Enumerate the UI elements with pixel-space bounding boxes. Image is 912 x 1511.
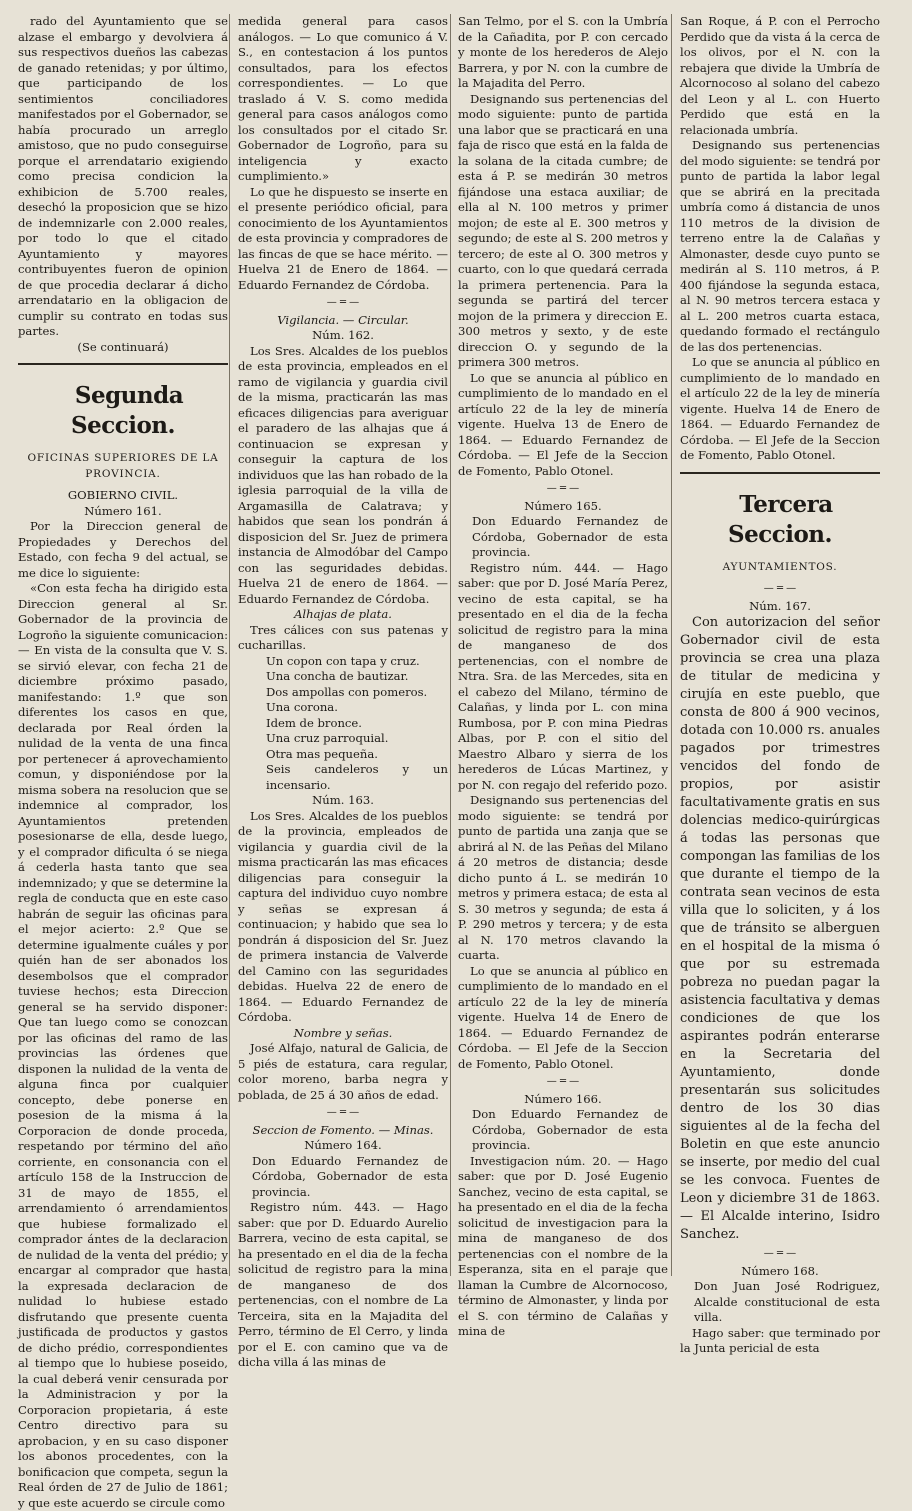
subheading: AYUNTAMIENTOS.: [722, 560, 838, 573]
heading: Número 164.: [304, 1138, 382, 1152]
heading: Núm. 167.: [749, 598, 811, 613]
separator: — ═ —: [546, 1076, 580, 1087]
heading: Número 166.: [524, 1091, 602, 1106]
separator: — ═ —: [326, 297, 360, 308]
issuer-line: Don Eduardo Fernandez de Córdoba, Gobernador de esta provincia.: [252, 1153, 448, 1199]
separator: — ═ —: [763, 1248, 797, 1259]
section-rule: [680, 472, 880, 474]
paragraph: Tres cálices con sus patenas y cucharillas.: [238, 622, 448, 652]
paragraph: Lo que se anuncia al público en cumplimiento de lo mandado en el artículo 22 de la ley de minería vigente. Huelva 13 de Enero de 1864. — Eduardo Fernandez de Córdoba. — El Jefe de la Seccion de Fomento, Pablo Otonel.: [458, 370, 668, 478]
heading: Número 161.: [84, 503, 162, 518]
paragraph: Los Sres. Alcaldes de los pueblos de la provincia, empleados de vigilancia y guardia civil de la misma practicarán las mas eficaces diligencias para conseguir la captura del individuo cuyo nombre y señas se expresan á continuacion; y habido que sea lo pondrán á disposicion del Sr. Juez de primera instancia de Valverde del Camino con las seguridades debidas. Huelva 22 de enero de 1864. — Eduardo Fernandez de Córdoba.: [238, 808, 448, 1024]
paragraph: «Con esta fecha ha dirigido esta Direccion general al Sr. Gobernador de la provincia de Logroño la siguiente comunicacion: — En vista de la consulta que V. S. se sirvió elevar, con fecha 21 de diciembre próximo pasado, manifestando: 1.º que son diferentes los casos en que, declarada por Real órden la nulidad de la venta de una finca por pertenecer á aprovechamiento comun, y disponiéndose por la misma sobera na resolucion que se indemnice al comprador, los Ayuntamientos pretenden posesionarse de ella, desde luego, y el comprador dificulta ó se niega á cederla hasta tanto que sea indemnizado; y que se determine la regla de conducta que en este caso habrán de seguir las oficinas para el mejor acierto: 2.º Que se determine igualmente cuáles y por quién han de ser abonados los desembolsos que el comprador tuviese hechos; esta Direccion general se ha servido disponer: Que tan luego como se conozcan por las oficinas del ramo de las provincias las órdenes que disponen la nulidad de la venta de alguna finca por cualquier concepto, debe ponerse en posesion de la misma á la Corporacion de donde proceda, respetando por término del año corriente, en consonancia con el artículo 158 de la Instruccion de 31 de mayo de 1855, el arrendamiento ó arrendamientos que hubiese formalizado el comprador ántes de la declaracion de nulidad de la venta del prédio; y encargar al comprador que hasta la expresada declaracion de nulidad lo hubiese estado disfrutando que presente cuenta justificada de productos y gastos de dicho prédio, correspondientes al tiempo que lo hubiese poseido, la cual deberá venir censurada por la Administracion y por la Corporacion propietaria, á este Centro directivo para su aprobacion, y en su caso disponer los abonos procedentes, con la bonificacion que competa, segun la Real órden de 27 de Julio de 1861; y que este acuerdo se circule como: [18, 581, 228, 1510]
heading: (Se continuará): [77, 339, 169, 354]
paragraph: San Roque, á P. con el Perrocho Perdido que da vista á la cerca de los olivos, por el N. con la rebajera que divide la Umbría de Alcornocoso al solano del cabezo del Leon y al L. con Huerto Perdido que está en la relacionada umbría.: [680, 14, 880, 137]
column-4: [680, 14, 880, 1355]
column-1: [18, 14, 228, 1510]
paragraph: Lo que se anuncia al público en cumplimiento de lo mandado en el artículo 22 de la ley de minería vigente. Huelva 14 de Enero de 1864. — Eduardo Fernandez de Córdoba. — El Jefe de la Seccion de Fomento, Pablo Otonel.: [458, 963, 668, 1071]
heading: Alhajas de plata.: [294, 607, 392, 621]
separator: — ═ —: [326, 1107, 360, 1118]
paragraph: Por la Direccion general de Propiedades y Derechos del Estado, con fecha 9 del actual, se me dice lo siguiente:: [18, 519, 228, 580]
separator: — ═ —: [763, 583, 797, 594]
heading: Nombre y señas.: [293, 1025, 393, 1040]
heading: Núm. 162.: [312, 328, 374, 342]
heading: Número 168.: [741, 1263, 819, 1278]
paragraph: Designando sus pertenencias del modo siguiente: punto de partida una labor que se practicará en una faja de risco que está en la falda de la solana de la citada cumbre; de esta á P. se medirán 30 metros fijándose una estaca auxiliar; de ella al N. 100 metros y primer mojon; de este al E. 300 metros y segundo; de este al S. 200 metros y tercero; de este al O. 300 metros y cuarto, con lo que quedará cerrada la primera pertenencia. Para la segunda se partirá del tercer mojon de la primera y direccion E. 300 metros y sexto, y de este direccion O. y segundo de la primera 300 metros.: [458, 91, 668, 369]
list-item: Idem de bronce.: [266, 715, 362, 730]
section-rule: [18, 363, 228, 365]
paragraph: Designando sus pertenencias del modo siguiente: se tendrá por punto de partida una zanja que se abrirá al N. de las Peñas del Milano á 20 metros de distancia; desde dicho punto á L. se medirán 10 metros y primera estaca; de esta al S. 30 metros y segunda; de esta á P. 290 metros y tercera; y de esta al N. 170 metros clavando la cuarta.: [458, 793, 668, 962]
column-divider: [229, 14, 230, 1276]
paragraph: Lo que he dispuesto se inserte en el presente periódico oficial, para conocimiento de los Ayuntamientos de esta provincia y compradores de las fincas de que se hace mérito. — Huelva 21 de Enero de 1864. — Eduardo Fernandez de Córdoba.: [238, 184, 448, 292]
list-item: Una corona.: [266, 700, 338, 714]
list-item: Un copon con tapa y cruz.: [266, 653, 420, 668]
paragraph: rado del Ayuntamiento que se alzase el embargo y devolviera á sus respectivos dueños las cabezas de ganado retenidas; y por último, que participando de los sentimientos conciliadores manifestados por el Gobernador, se había procurado un arreglo amistoso, que no pudo conseguirse porque el arrendatario exigiendo como precisa condicion la exhibicion de 5.700 reales, desechó la proposicion que se hizo de indemnizarle con 2.000 reales, por todo lo que el citado Ayuntamiento y mayores contribuyentes fueron de opinion de que procedia declarar á dicho arrendatario en la obligacion de cumplir su contrato en todas sus partes.: [18, 14, 228, 338]
paragraph: Con autorizacion del señor Gobernador civil de esta provincia se crea una plaza de titular de medicina y cirujía en este pueblo, que consta de 800 á 900 vecinos, dotada con 10.000 rs. anuales pagados por trimestres vencidos del fondo de propios, por asistir facultativamente gratis en sus dolencias medico-quirúrgicas á todas las personas que compongan las familias de los que durante el tiempo de la contrata sean vecinos de esta villa que lo soliciten, y á los que de tránsito se alberguen en el hospital de la misma ó que por su estremada pobreza no puedan pagar la asistencia facultativa y demas condiciones de que los aspirantes podrán enterarse en la Secretaria del Ayuntamiento, donde presentarán sus solicitudes dentro de los 30 dias siguientes al de la fecha del Boletin en que este anuncio se inserte, por medio del cual se les convoca. Fuentes de Leon y diciembre 31 de 1863. — El Alcalde interino, Isidro Sanchez.: [680, 615, 880, 1242]
paragraph: Registro núm. 444. — Hago saber: que por D. José María Perez, vecino de esta capital, se ha presentado en el dia de la fecha solicitud de registro para la mina de manganeso de dos pertenencias, con el nombre de Ntra. Sra. de las Mercedes, sita en el cabezo del Milano, término de Calañas, y linda por L. con mina Rumbosa, por P. con mina Piedras Albas, por P. con el sitio del Maestro Albaro y sierra de los herederos de Lúcas Martinez, y por N. con regajo del referido pozo.: [458, 560, 668, 792]
subheading: OFICINAS SUPERIORES DE LA PROVINCIA.: [27, 452, 219, 480]
column-2: [238, 14, 448, 1369]
issuer-line: Don Eduardo Fernandez de Córdoba, Gobernador de esta provincia.: [472, 514, 668, 559]
list-item: Una concha de bautizar.: [266, 669, 409, 683]
separator: — ═ —: [546, 483, 580, 494]
issuer-line: Don Eduardo Fernandez de Córdoba, Gobernador de esta provincia.: [472, 1107, 668, 1152]
paragraph: Investigacion núm. 20. — Hago saber: que por D. José Eugenio Sanchez, vecino de esta capital, se ha presentado en el dia de la fecha solicitud de investigacion para la mina de manganeso de dos pertenencias con el nombre de la Esperanza, sita en el paraje que llaman la Cumbre de Alcornocoso, término de Almonaster, y linda por el S. con término de Calañas y mina de: [458, 1153, 668, 1338]
paragraph: José Alfajo, natural de Galicia, de 5 piés de estatura, cara regular, color moreno, barba negra y poblada, de 25 á 30 años de edad.: [238, 1041, 448, 1102]
paragraph: Registro núm. 443. — Hago saber: que por D. Eduardo Aurelio Barrera, vecino de esta capital, se ha presentado en el dia de la fecha solicitud de registro para la mina de manganeso de dos pertenencias, con el nombre de La Terceira, sita en la Majadita del Perro, término de El Cerro, y linda por el E. con camino que va de dicha villa á las minas de: [238, 1200, 448, 1369]
paragraph: Los Sres. Alcaldes de los pueblos de esta provincia, empleados en el ramo de vigilancia y guardia civil de la misma, practicarán las mas eficaces diligencias para averiguar el paradero de las alhajas que á continuacion se expresan y conseguir la captura de los individuos que las han robado de la iglesia parroquial de la villa de Argamasilla de Calatrava; y habidos que sean los pondrán á disposicion del Sr. Juez de primera instancia de Almodóbar del Campo con las seguridades debidas. Huelva 21 de enero de 1864. — Eduardo Fernandez de Córdoba.: [238, 343, 448, 606]
list-item: Dos ampollas con pomeros.: [266, 684, 428, 699]
paragraph: Hago saber: que terminado por la Junta pericial de esta: [680, 1325, 880, 1355]
issuer-line: Don Juan José Rodriguez, Alcalde constitucional de esta villa.: [694, 1279, 880, 1324]
list-item: Seis candeleros y un incensario.: [266, 762, 448, 792]
paragraph: Lo que se anuncia al público en cumplimiento de lo mandado en el artículo 22 de la ley de minería vigente. Huelva 14 de Enero de 1864. — Eduardo Fernandez de Córdoba. — El Jefe de la Seccion de Fomento, Pablo Otonel.: [680, 355, 880, 462]
heading: Vigilancia. — Circular.: [277, 312, 409, 327]
heading: Núm. 163.: [312, 793, 374, 807]
section-title: Tercera Seccion.: [727, 490, 833, 548]
column-3: [458, 14, 668, 1338]
heading: Número 165.: [524, 498, 602, 513]
paragraph: medida general para casos análogos. — Lo que comunico á V. S., en contestacion á los puntos consultados, para los efectos correspondientes. — Lo que traslado á V. S. como medida general para casos análogos como los consultados por el citado Sr. Gobernador de Logroño, para su inteligencia y exacto cumplimiento.»: [238, 14, 448, 183]
paragraph: Designando sus pertenencias del modo siguiente: se tendrá por punto de partida la labor legal que se abrirá en la precitada umbría como á distancia de unos 110 metros de la division de terreno entre la de Calañas y Almonaster, desde cuyo punto se medirán al S. 110 metros, á P. 400 fijándose la segunda estaca, al N. 90 metros tercera estaca y al L. 200 metros cuarta estaca, quedando formado el rectángulo de las dos pertenencias.: [680, 138, 880, 354]
heading: Seccion de Fomento. — Minas.: [252, 1122, 434, 1137]
section-title: Segunda Seccion.: [70, 382, 184, 439]
paragraph: San Telmo, por el S. con la Umbría de la Cañadita, por P. con cercado y monte de los herederos de Alejo Barrera, y por N. con la cumbre de la Majadita del Perro.: [458, 14, 668, 90]
list-item: Otra mas pequeña.: [266, 746, 378, 761]
column-divider: [450, 14, 451, 1276]
column-divider: [671, 14, 672, 1276]
heading: GOBIERNO CIVIL.: [67, 488, 179, 502]
list-item: Una cruz parroquial.: [266, 731, 389, 745]
